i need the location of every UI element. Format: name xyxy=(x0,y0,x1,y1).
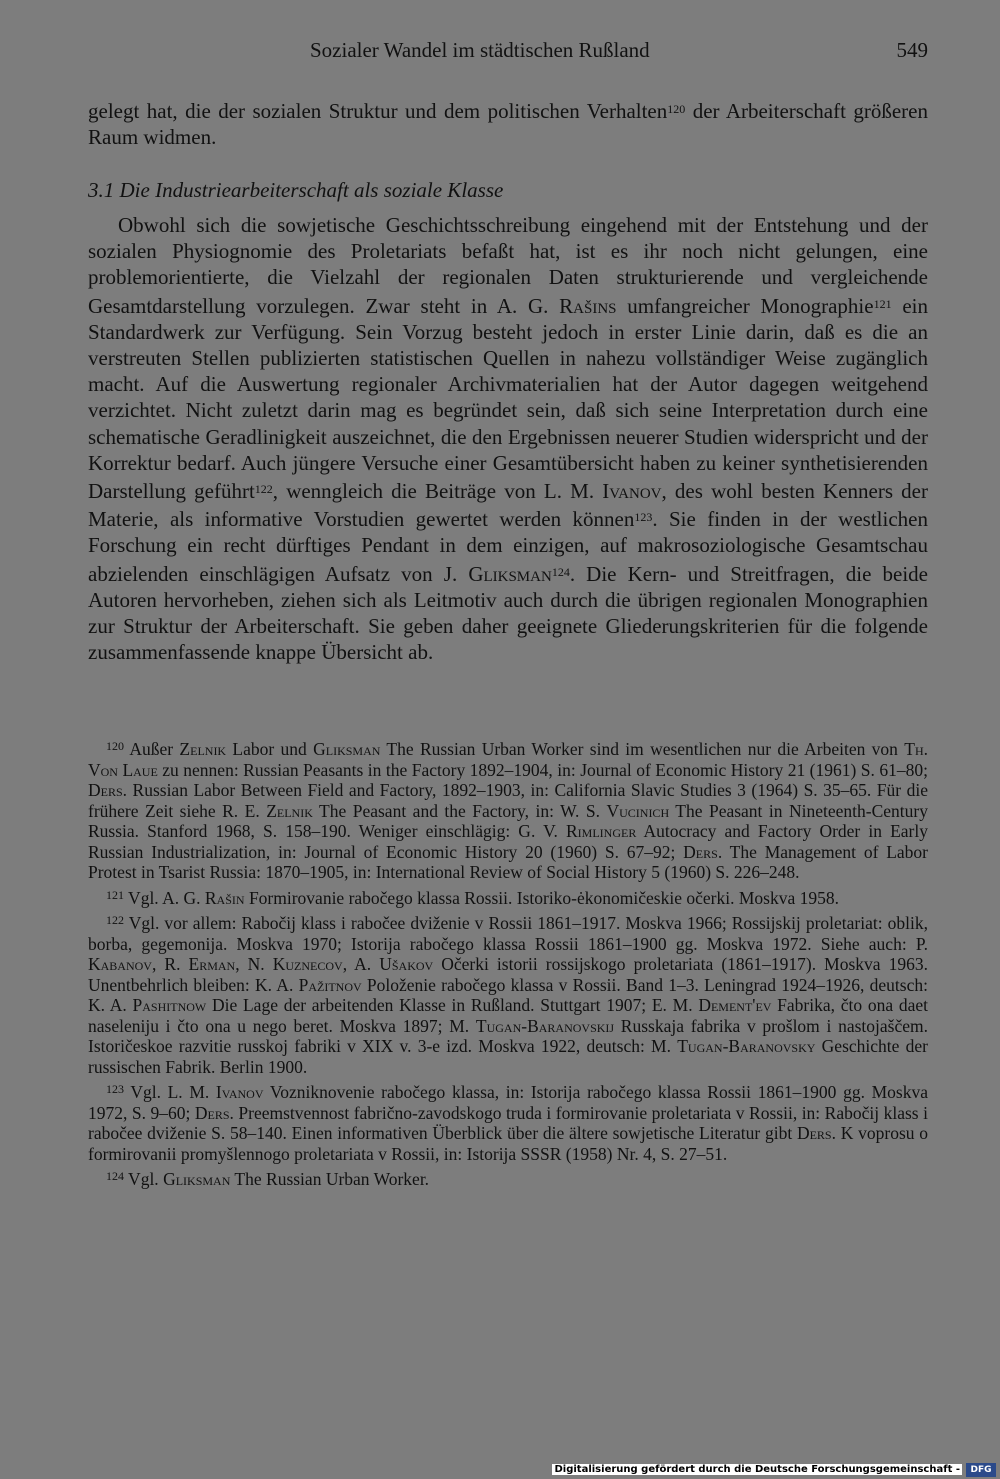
footnote-124 xyxy=(88,1166,928,1190)
footnote-120 xyxy=(88,736,928,883)
author-name: Pažitnov xyxy=(298,974,362,995)
footnote-text: , A. xyxy=(342,954,380,974)
author-name: Ders. xyxy=(88,780,128,800)
footnote-text: Vgl. L. M. xyxy=(124,1082,216,1102)
footnote-123 xyxy=(88,1079,928,1164)
footnote-121 xyxy=(88,885,928,909)
credit-text: Digitalisierung gefördert durch die Deutsche Forschungsgemeinschaft - xyxy=(554,1464,960,1475)
intro-text-1: gelegt hat, die der sozialen Struktur und dem politischen Verhalten xyxy=(88,99,668,123)
author-name: Gliksman xyxy=(313,739,381,759)
footnote-text: The Russian Urban Worker sind im wesentlichen nur die Arbeiten von xyxy=(380,739,905,759)
author-name: Ders. xyxy=(194,1102,234,1123)
footnote-text: Fabrika, čto ona daet naseleniju i čto ona u nego beret. Moskva 1897; M. xyxy=(88,995,928,1036)
footnote-text: Vgl. A. G. xyxy=(124,887,205,908)
footnote-number: 123 xyxy=(106,1082,124,1096)
footnote-text: Russkaja fabrika v prošlom i nastojaščem. Istoričeskoe razvitie russkoj fabriki v XIX v. 3-e izd. Moskva 1922, deutsch: M. xyxy=(88,1015,928,1056)
author-name: Tugan-Baranovsky xyxy=(677,1036,816,1056)
author-name: Th. Von Laue xyxy=(88,739,928,780)
footnote-number: 120 xyxy=(106,739,124,753)
author-name: Vucinich xyxy=(606,800,670,821)
section-text-3: ein Standardwerk zur Verfügung. Sein Vorzug besteht jedoch in erster Linie darin, daß es die an verstreuten Stellen publizierten statistischen Quellen in nahezu vollständiger Weise zugänglich macht. Auf die Auswertung regionaler Archivmaterialien hat der Autor dagegen weitgehend verzichtet. Nicht zuletzt darin mag es begründet sein, daß sich seine Interpretation durch eine schematische Geradlinigkeit auszeichnet, die den Ergebnissen neuerer Studien widerspricht und der Korrektur bedarf. Auch jüngere Versuche einer Gesamtübersicht haben zu keiner synthetisierenden Darstellung geführt xyxy=(88,293,928,504)
credit-bar xyxy=(0,1462,1000,1479)
dfg-logo: DFG xyxy=(966,1463,996,1477)
footnote-text: zu nennen: Russian Peasants in the Factory 1892–1904, in: Journal of Economic History 21 (1961) S. 61–80; xyxy=(157,759,928,780)
footnote-text: Vozniknovenie rabočego klassa, in: Istorija rabočego klassa Rossii 1861–1900 gg. Moskva 1972, S. 9–60; xyxy=(88,1082,928,1123)
author-name: Pashitnow xyxy=(132,995,207,1015)
footnote-number: 124 xyxy=(106,1169,124,1183)
author-name: Kuznecov xyxy=(272,954,343,974)
footnote-text: The Management of Labor Protest in Tsarist Russia: 1870–1905, in: International Review of Social History 5 (1960) S. 226–248. xyxy=(88,841,929,882)
section-heading: 3.1 Die Industriearbeiterschaft als soziale Klasse xyxy=(88,178,504,202)
footnote-ref-124[interactable]: 124 xyxy=(551,564,570,579)
author-name: Ušakov xyxy=(379,954,434,974)
author-name: Rašins xyxy=(559,293,617,318)
footnote-text: Preemstvennost fabrično-zavodskogo truda i formirovanie proletariata v Rossii, in: Rabočij klass i rabočee dviženie S. 58–140. Einen informativen Überblick über die ältere sowjetische Literatur gibt xyxy=(88,1102,928,1143)
section-text-6: . Sie finden in der westlichen Forschung ein recht dürftiges Pendant in dem einzigen, auf makrosoziologische Gesamtschau abzielenden einschlägigen Aufsatz von J. xyxy=(88,507,928,586)
intro-paragraph xyxy=(88,96,928,150)
footnote-122 xyxy=(88,910,928,1077)
section-text-5: , des wohl besten Kenners der Materie, als informative Vorstudien gewertet werden können xyxy=(88,479,928,532)
section-text-4: , wenngleich die Beiträge von L. M. xyxy=(272,479,603,504)
section-text-7: . Die Kern- und Streitfragen, die beide Autoren hervorheben, ziehen sich als Leitmotiv auch durch die übrigen regionalen Monographien zur Struktur der Arbeiterschaft. Sie geben daher geeignete Gliederungskriterien für die folgende zusammenfassende knappe Übersicht ab. xyxy=(88,561,928,665)
footnote-text: Geschichte der russischen Fabrik. Berlin 1900. xyxy=(88,1036,928,1077)
author-name: Rašin xyxy=(204,887,245,908)
footnote-number: 122 xyxy=(106,913,124,927)
author-name: Zelnik xyxy=(179,739,227,759)
author-name: Ivanov xyxy=(602,479,662,504)
author-name: Gliksman xyxy=(163,1169,231,1189)
footnote-text: Die Lage der arbeitenden Klasse in Rußland. Stuttgart 1907; E. M. xyxy=(206,995,699,1015)
page-number: 549 xyxy=(896,38,928,62)
intro-text-2: der Arbeiterschaft größeren Raum widmen. xyxy=(88,99,929,150)
section-text-2: umfangreicher Monographie xyxy=(616,293,874,318)
author-name: Tugan-Baranovskij xyxy=(475,1015,615,1036)
footnote-text: Autocracy and Factory Order in Early Russian Industrialization, in: Journal of Economic History 20 (1960) S. 67–92; xyxy=(88,821,928,862)
author-name: Ders. xyxy=(683,841,723,862)
footnote-text: The Russian Urban Worker. xyxy=(230,1169,430,1189)
footnote-ref-123[interactable]: 123 xyxy=(634,510,653,525)
footnote-ref-121[interactable]: 121 xyxy=(873,296,892,311)
running-title: Sozialer Wandel im städtischen Rußland xyxy=(310,38,650,62)
author-name: Rimlinger xyxy=(566,821,637,841)
author-name: Ders. xyxy=(796,1123,836,1143)
page-header xyxy=(88,38,928,74)
author-name: Dement'ev xyxy=(698,995,772,1015)
footnote-text: Vgl. xyxy=(124,1169,164,1189)
section-text-1: Obwohl sich die sowjetische Geschichtsschreibung eingehend mit der Entstehung und der sozialen Physiognomie des Proletariats befaßt hat, ist es ihr noch nicht gelungen, eine problemorientierte, die Vielzahl der regionalen Daten strukturierende und vergleichende Gesamtdarstellung vorzulegen. Zwar steht in A. G. xyxy=(88,213,928,318)
footnote-text: Labor und xyxy=(226,739,314,759)
footnote-ref-120[interactable]: 120 xyxy=(667,102,686,116)
author-name: Ivanov xyxy=(215,1082,264,1102)
footnote-text: Formirovanie rabočego klassa Rossii. Istoriko-ėkonomičeskie očerki. Moskva 1958. xyxy=(244,887,839,908)
footnote-number: 121 xyxy=(106,887,124,902)
footnote-text: The Peasant in Nineteenth-Century Russia. Stanford 1968, S. 158–190. Weniger einschlägig: G. V. xyxy=(88,800,928,841)
footnote-text: Vgl. vor allem: Rabočij klass i rabočee dviženie v Rossii 1861–1917. Moskva 1966; Rossijskij proletariat: oblik, borba, gegemonija. Moskva 1970; Istorija rabočego klassa Rossii 1861–1900 gg. Moskva 1972. Siehe auch: P. xyxy=(88,913,928,954)
footnote-text: Položenie rabočego klassa v Rossii. Band 1–3. Leningrad 1924–1926, deutsch: K. A. xyxy=(88,974,928,1015)
footnote-text: Očerki istorii rossijskogo proletariata (1861–1917). Moskva 1963. Unentbehrlich bleiben: K. A. xyxy=(88,954,928,995)
author-name: Zelnik xyxy=(266,800,313,821)
footnotes xyxy=(88,736,928,1190)
footnote-text: , N. xyxy=(235,954,273,974)
author-name: Erman xyxy=(188,954,236,974)
footnote-ref-122[interactable]: 122 xyxy=(254,482,273,497)
footnote-text: Außer xyxy=(124,739,180,759)
author-name: Gliksman xyxy=(468,561,552,586)
section-paragraph xyxy=(88,212,928,665)
author-name: Kabanov xyxy=(88,954,152,974)
footnote-text: The Peasant and the Factory, in: W. S. xyxy=(312,800,607,821)
footnote-text: , R. xyxy=(151,954,189,974)
footnote-text: Russian Labor Between Field and Factory, 1892–1903, in: California Slavic Studies 3 (1964) S. 35–65. Für die frühere Zeit siehe R. E. xyxy=(88,780,928,821)
footnote-text: K voprosu o formirovanii promyšlennogo proletariata v Rossii, in: Istorija SSSR (1958) Nr. 4, S. 27–51. xyxy=(88,1123,928,1164)
